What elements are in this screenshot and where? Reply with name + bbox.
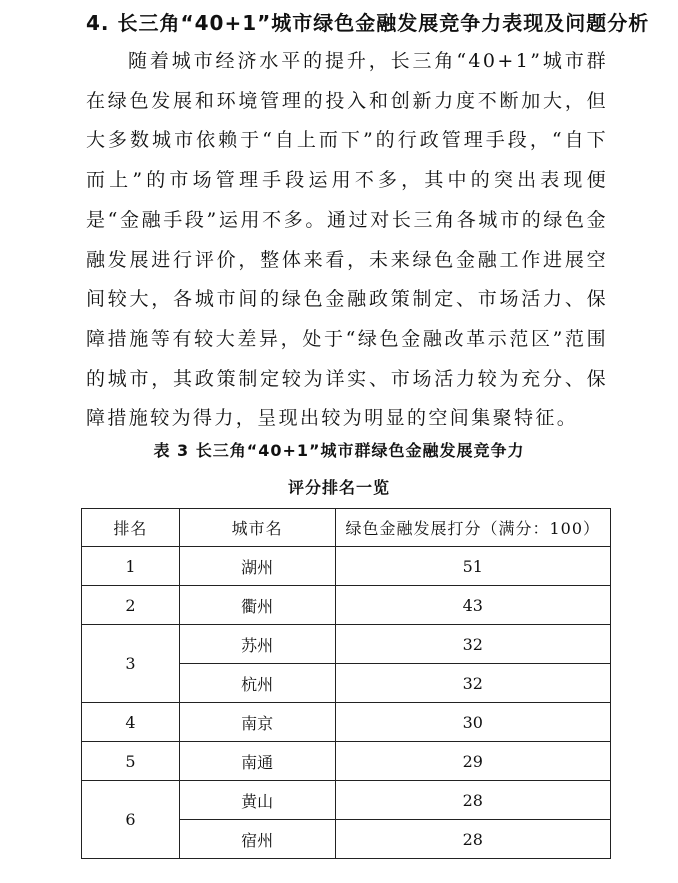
city-cell: 杭州: [179, 664, 335, 703]
city-cell: 衢州: [179, 586, 335, 625]
table-row: [82, 742, 611, 781]
table-row: [82, 781, 611, 820]
rank-cell: 2: [82, 586, 180, 625]
rank-cell: 1: [82, 547, 180, 586]
rank-cell: 5: [82, 742, 180, 781]
city-cell: 苏州: [179, 625, 335, 664]
header-city: 城市名: [179, 509, 335, 547]
table-caption-line1: 表 3 长三角“40+1”城市群绿色金融发展竞争力: [153, 441, 525, 460]
rank-cell: 4: [82, 703, 180, 742]
rank-cell: 6: [82, 781, 180, 859]
score-cell: 28: [335, 820, 611, 859]
section-heading: 4. 长三角“40+1”城市绿色金融发展竞争力表现及问题分析: [86, 11, 650, 35]
header-rank: 排名: [82, 509, 180, 547]
table-row: [82, 547, 611, 586]
city-cell: 南京: [179, 703, 335, 742]
city-cell: 湖州: [179, 547, 335, 586]
city-cell: 黄山: [179, 781, 335, 820]
score-cell: 43: [335, 586, 611, 625]
score-cell: 32: [335, 664, 611, 703]
city-cell: 南通: [179, 742, 335, 781]
score-cell: 51: [335, 547, 611, 586]
city-cell: 宿州: [179, 820, 335, 859]
score-cell: 32: [335, 625, 611, 664]
table-row: [82, 703, 611, 742]
score-cell: 30: [335, 703, 611, 742]
table-row: [82, 625, 611, 664]
rank-cell: 3: [82, 625, 180, 703]
header-score: 绿色金融发展打分（满分：100）: [335, 509, 611, 547]
body-paragraph: 随着城市经济水平的提升，长三角“40+1”城市群在绿色发展和环境管理的投入和创新力度不断加大，但大多数城市依赖于“自上而下”的行政管理手段，“自下而上”的市场管理手段运用不多，其中的突出表现便是“金融手段”运用不多。通过对长三角各城市的绿色金融发展进行评价，整体来看，未来绿色金融工作进展空间较大，各城市间的绿色金融政策制定、市场活力、保障措施等有较大差异，处于“绿色金融改革示范区”范围的城市，其政策制定较为详实、市场活力较为充分、保障措施较为得力，呈现出较为明显的空间集聚特征。: [86, 50, 608, 430]
score-cell: 29: [335, 742, 611, 781]
table-row: [82, 586, 611, 625]
table-caption-line2: 评分排名一览: [287, 478, 390, 497]
table-header-row: [82, 509, 611, 547]
score-cell: 28: [335, 781, 611, 820]
ranking-table: [81, 508, 611, 859]
